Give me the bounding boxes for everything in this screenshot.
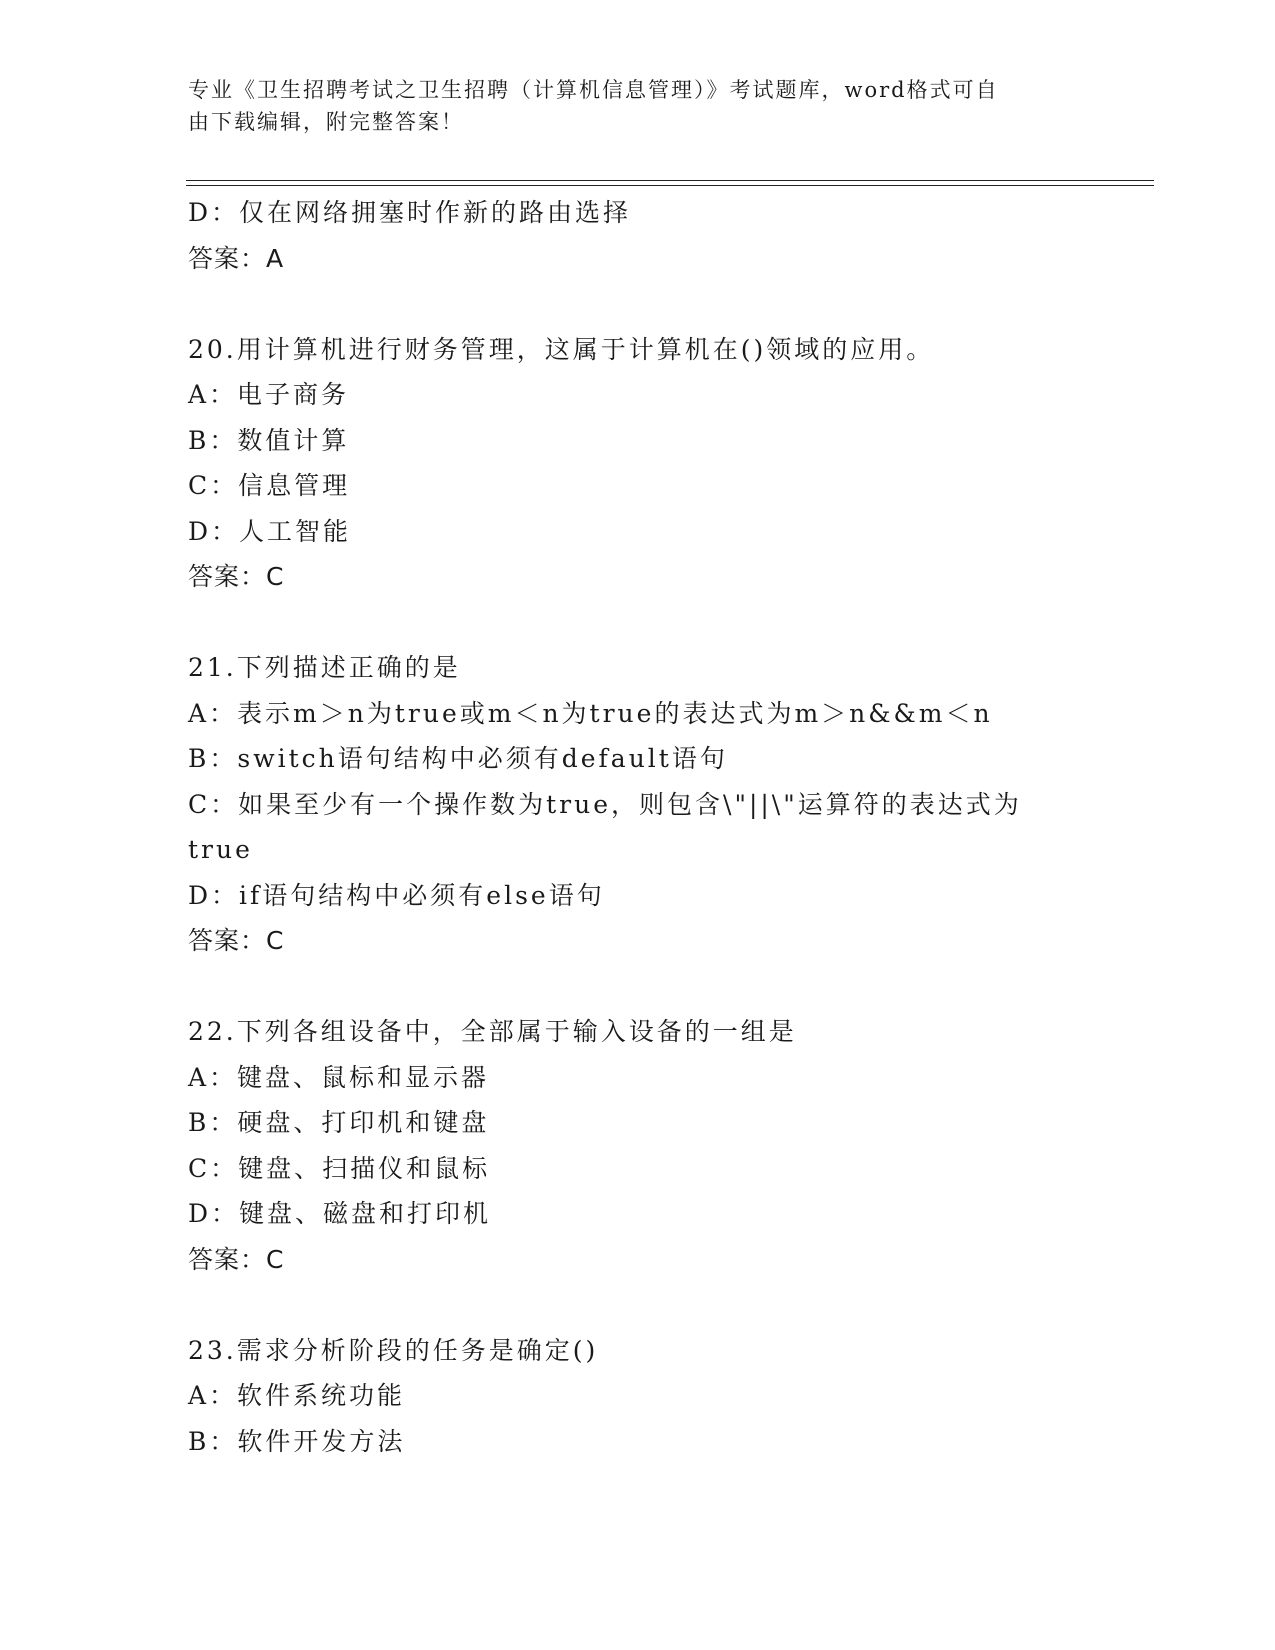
question-text: 20.用计算机进行财务管理，这属于计算机在()领域的应用。 <box>188 334 935 364</box>
option-b: B：switch语句结构中必须有default语句 <box>188 744 728 773</box>
question-list <box>188 190 1068 1464</box>
spacer <box>188 281 1068 327</box>
question-block-20 <box>188 327 1068 600</box>
question-text: 23.需求分析阶段的任务是确定() <box>188 1335 599 1365</box>
spacer <box>188 600 1068 646</box>
question-block-23 <box>188 1328 1068 1465</box>
option-b: B：数值计算 <box>188 425 350 455</box>
header-line-2: 由下载编辑，附完整答案！ <box>188 110 464 134</box>
header-line-1: 专业《卫生招聘考试之卫生招聘（计算机信息管理）》考试题库，word格式可自 <box>188 78 999 102</box>
option-c-continued: true <box>188 835 253 864</box>
option-b: B：软件开发方法 <box>188 1426 406 1456</box>
document-header <box>188 74 1068 138</box>
option-b: B：硬盘、打印机和键盘 <box>188 1108 490 1137</box>
spacer <box>188 964 1068 1010</box>
answer-line: 答案：C <box>188 562 285 591</box>
question-text: 21.下列描述正确的是 <box>188 653 461 682</box>
option-c: C：信息管理 <box>188 471 351 500</box>
option-a: A：表示m＞n为true或m＜n为true的表达式为m＞n&&m＜n <box>188 698 993 728</box>
option-d: D：人工智能 <box>188 516 352 546</box>
option-a: A：电子商务 <box>188 380 350 409</box>
answer-line: 答案：A <box>188 243 285 273</box>
option-c: C：键盘、扫描仪和鼠标 <box>188 1153 491 1183</box>
header-divider-top <box>186 180 1154 181</box>
option-c: C：如果至少有一个操作数为true，则包含\"||\"运算符的表达式为 <box>188 789 1022 819</box>
question-block-21 <box>188 645 1068 964</box>
option-d: D：if语句结构中必须有else语句 <box>188 880 605 910</box>
header-divider-bottom <box>186 185 1154 186</box>
question-block-22 <box>188 1009 1068 1282</box>
option-d: D：键盘、磁盘和打印机 <box>188 1199 492 1228</box>
answer-line: 答案：C <box>188 1244 285 1274</box>
answer-line: 答案：C <box>188 926 285 955</box>
spacer <box>188 1282 1068 1328</box>
option-a: A：键盘、鼠标和显示器 <box>188 1062 490 1092</box>
question-block-prev <box>188 190 1068 281</box>
option-d: D：仅在网络拥塞时作新的路由选择 <box>188 198 632 227</box>
option-a: A：软件系统功能 <box>188 1381 406 1410</box>
question-text: 22.下列各组设备中，全部属于输入设备的一组是 <box>188 1017 797 1046</box>
